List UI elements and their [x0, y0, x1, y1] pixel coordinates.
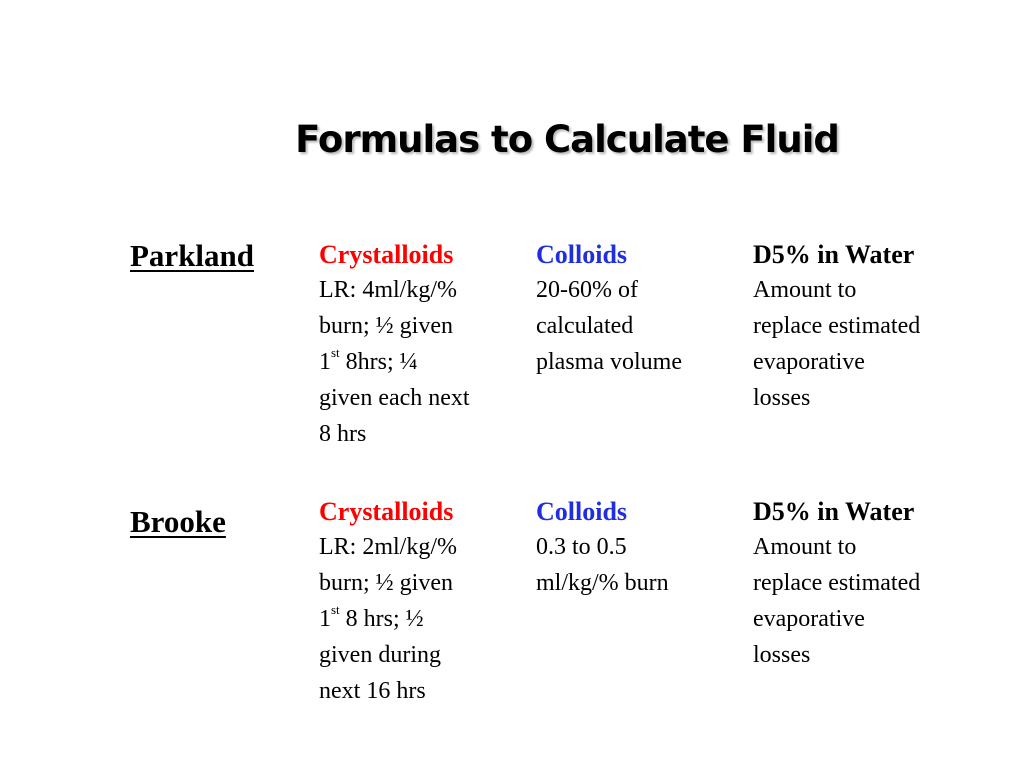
crystalloids-heading: Crystalloids	[319, 240, 454, 269]
row-label-brooke: Brooke	[130, 504, 226, 539]
cell-line: replace estimated	[753, 313, 921, 339]
slide-title: Formulas to Calculate Fluid	[295, 118, 839, 161]
parkland-d5-cell	[753, 238, 920, 416]
d5-heading: D5% in Water	[753, 497, 915, 526]
parkland-colloids-cell	[536, 238, 682, 380]
parkland-crystalloids-cell	[319, 238, 470, 452]
cell-line: burn; ½ given	[319, 570, 453, 596]
colloids-heading: Colloids	[536, 240, 628, 269]
cell-line: calculated	[536, 313, 634, 339]
cell-line: Amount to	[753, 534, 857, 560]
cell-line: ml/kg/% burn	[536, 570, 669, 596]
cell-line: Amount to	[753, 277, 857, 303]
row-label-parkland: Parkland	[130, 238, 255, 273]
cell-line: LR: 2ml/kg/%	[319, 534, 457, 560]
cell-line: 20-60% of	[536, 277, 638, 303]
cell-line: next 16 hrs	[319, 678, 426, 704]
crystalloids-heading: Crystalloids	[319, 497, 454, 526]
cell-line: plasma volume	[536, 349, 682, 375]
cell-line: burn; ½ given	[319, 313, 453, 339]
brooke-colloids-cell	[536, 495, 669, 601]
d5-heading: D5% in Water	[753, 240, 915, 269]
brooke-crystalloids-cell	[319, 495, 457, 709]
cell-line: 8 hrs	[319, 421, 367, 447]
cell-line: given each next	[319, 385, 470, 411]
cell-line: LR: 4ml/kg/%	[319, 277, 457, 303]
cell-line: replace estimated	[753, 570, 921, 596]
cell-line: evaporative	[753, 606, 865, 632]
cell-line: losses	[753, 385, 811, 411]
cell-line	[319, 601, 457, 637]
ordinal-number: 1	[319, 606, 331, 632]
cell-line-rest: 8 hrs; ½	[339, 606, 424, 632]
ordinal-number: 1	[319, 349, 331, 375]
cell-line-rest: 8hrs; ¼	[339, 349, 418, 375]
cell-line	[319, 344, 470, 380]
colloids-heading: Colloids	[536, 497, 628, 526]
cell-line: given during	[319, 642, 441, 668]
ordinal-suffix: st	[331, 345, 340, 360]
cell-line: evaporative	[753, 349, 865, 375]
cell-line: losses	[753, 642, 811, 668]
brooke-d5-cell	[753, 495, 920, 673]
cell-line: 0.3 to 0.5	[536, 534, 627, 560]
ordinal-suffix: st	[331, 602, 340, 617]
